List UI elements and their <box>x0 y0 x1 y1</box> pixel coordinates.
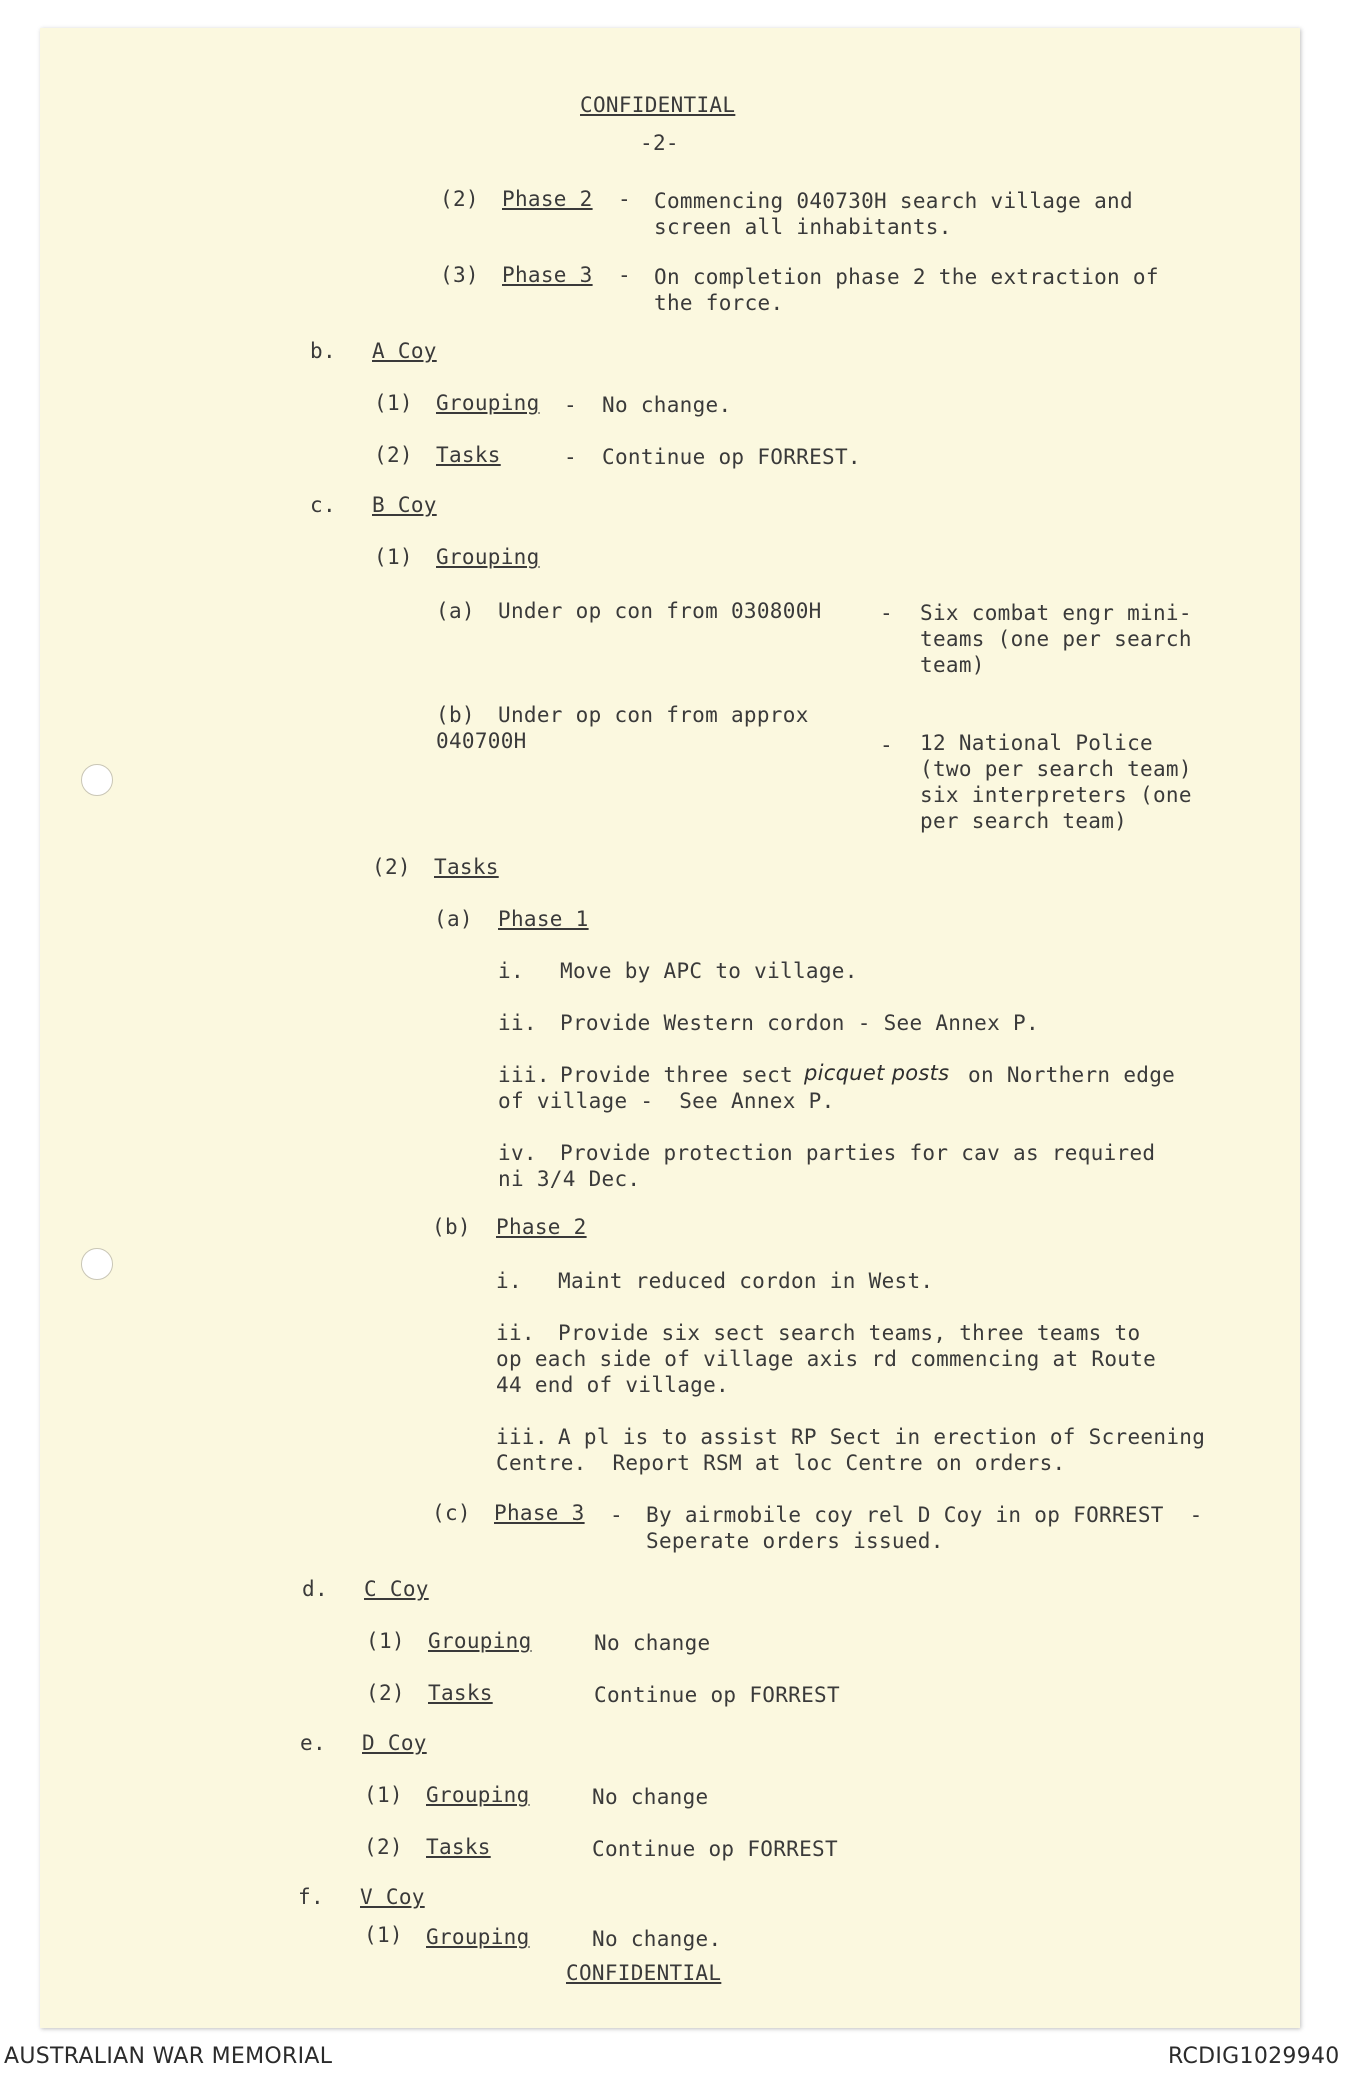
phase-2-text: Commencing 040730H search village and <box>654 189 1133 213</box>
grouping-a-detail: Six combat engr mini- <box>920 601 1192 625</box>
tasks-text: Continue op FORREST <box>592 1837 838 1861</box>
grouping-b-text: Under op con from approx <box>498 703 809 727</box>
sub-item-number: (b) <box>436 703 475 727</box>
dash: - <box>610 1503 623 1527</box>
archive-reference: RCDIG1029940 <box>1168 2044 1340 2069</box>
grouping-b-detail: 12 National Police <box>920 731 1153 755</box>
item-number: (2) <box>364 1835 403 1859</box>
grouping-heading: Grouping <box>436 545 540 569</box>
task-text: op each side of village axis rd commencing at Route <box>496 1347 1157 1371</box>
v-coy-heading: V Coy <box>360 1885 425 1909</box>
task-text: Maint reduced cordon in West. <box>558 1269 934 1293</box>
task-text: Provide protection parties for cav as required <box>560 1141 1156 1165</box>
punch-hole <box>81 1248 113 1280</box>
task-text: Provide three sect <box>560 1063 793 1087</box>
tasks-heading: Tasks <box>426 1835 491 1859</box>
grouping-heading: Grouping <box>428 1629 532 1653</box>
sub-item-number: (a) <box>434 907 473 931</box>
task-text: 44 end of village. <box>496 1373 729 1397</box>
item-number: (1) <box>366 1629 405 1653</box>
roman-number: i. <box>498 959 524 983</box>
item-number: (2) <box>374 443 413 467</box>
roman-number: iii. <box>496 1425 548 1449</box>
grouping-heading: Grouping <box>426 1783 530 1807</box>
para-letter: e. <box>300 1731 326 1755</box>
page-number: -2- <box>640 131 679 155</box>
task-text: Provide Western cordon - See Annex P. <box>560 1011 1039 1035</box>
grouping-heading: Grouping <box>436 391 540 415</box>
grouping-heading: Grouping <box>426 1925 530 1949</box>
task-text: Provide six sect search teams, three teams to <box>558 1321 1141 1345</box>
item-number: (2) <box>440 187 479 211</box>
archive-institution: AUSTRALIAN WAR MEMORIAL <box>4 2044 333 2069</box>
c-coy-heading: C Coy <box>364 1577 429 1601</box>
punch-hole <box>81 764 113 796</box>
dash: - <box>880 601 893 625</box>
item-number: (3) <box>440 263 479 287</box>
phase-3-heading: Phase 3 <box>494 1501 585 1525</box>
phase-2-heading: Phase 2 <box>496 1215 587 1239</box>
grouping-b-detail: (two per search team) <box>920 757 1192 781</box>
sub-item-number: (a) <box>436 599 475 623</box>
phase-2-heading: Phase 2 <box>502 187 593 211</box>
tasks-heading: Tasks <box>436 443 501 467</box>
item-number: (2) <box>366 1681 405 1705</box>
para-letter: d. <box>302 1577 328 1601</box>
tasks-heading: Tasks <box>434 855 499 879</box>
grouping-b-detail: per search team) <box>920 809 1128 833</box>
dash: - <box>564 393 577 417</box>
task-text: Seperate orders issued. <box>646 1529 944 1553</box>
item-number: (1) <box>374 545 413 569</box>
task-text: of village - See Annex P. <box>498 1089 835 1113</box>
task-text: By airmobile coy rel D Coy in op FORREST - <box>646 1503 1203 1527</box>
phase-2-text: screen all inhabitants. <box>654 215 952 239</box>
grouping-text: No change. <box>592 1927 722 1951</box>
footer-classification: CONFIDENTIAL <box>566 1961 722 1985</box>
task-text: Move by APC to village. <box>560 959 858 983</box>
grouping-a-text: Under op con from 030800H <box>498 599 822 623</box>
task-text: A pl is to assist RP Sect in erection of Screening <box>558 1425 1206 1449</box>
grouping-b-text: 040700H <box>436 729 527 753</box>
task-text: ni 3/4 Dec. <box>498 1167 641 1191</box>
a-coy-heading: A Coy <box>372 339 437 363</box>
roman-number: iii. <box>498 1063 550 1087</box>
sub-item-number: (b) <box>432 1215 471 1239</box>
item-number: (1) <box>374 391 413 415</box>
phase-3-heading: Phase 3 <box>502 263 593 287</box>
grouping-text: No change. <box>602 393 732 417</box>
d-coy-heading: D Coy <box>362 1731 427 1755</box>
roman-number: iv. <box>498 1141 537 1165</box>
roman-number: ii. <box>496 1321 535 1345</box>
tasks-text: Continue op FORREST. <box>602 445 861 469</box>
item-number: (2) <box>372 855 411 879</box>
handwritten-insert: picquet posts <box>804 1061 950 1085</box>
grouping-text: No change <box>594 1631 711 1655</box>
phase-1-heading: Phase 1 <box>498 907 589 931</box>
roman-number: i. <box>496 1269 522 1293</box>
tasks-text: Continue op FORREST <box>594 1683 840 1707</box>
grouping-a-detail: team) <box>920 653 985 677</box>
dash: - <box>618 263 631 287</box>
dash: - <box>880 733 893 757</box>
item-number: (1) <box>364 1923 403 1947</box>
grouping-a-detail: teams (one per search <box>920 627 1192 651</box>
grouping-text: No change <box>592 1785 709 1809</box>
phase-3-text: On completion phase 2 the extraction of <box>654 265 1159 289</box>
para-letter: f. <box>298 1885 324 1909</box>
para-letter: c. <box>310 493 336 517</box>
sub-item-number: (c) <box>432 1501 471 1525</box>
roman-number: ii. <box>498 1011 537 1035</box>
item-number: (1) <box>364 1783 403 1807</box>
task-text: on Northern edge <box>968 1063 1176 1087</box>
para-letter: b. <box>310 339 336 363</box>
grouping-b-detail: six interpreters (one <box>920 783 1192 807</box>
phase-3-text: the force. <box>654 291 784 315</box>
tasks-heading: Tasks <box>428 1681 493 1705</box>
dash: - <box>618 187 631 211</box>
dash: - <box>564 445 577 469</box>
header-classification: CONFIDENTIAL <box>580 93 736 117</box>
b-coy-heading: B Coy <box>372 493 437 517</box>
task-text: Centre. Report RSM at loc Centre on orders. <box>496 1451 1066 1475</box>
